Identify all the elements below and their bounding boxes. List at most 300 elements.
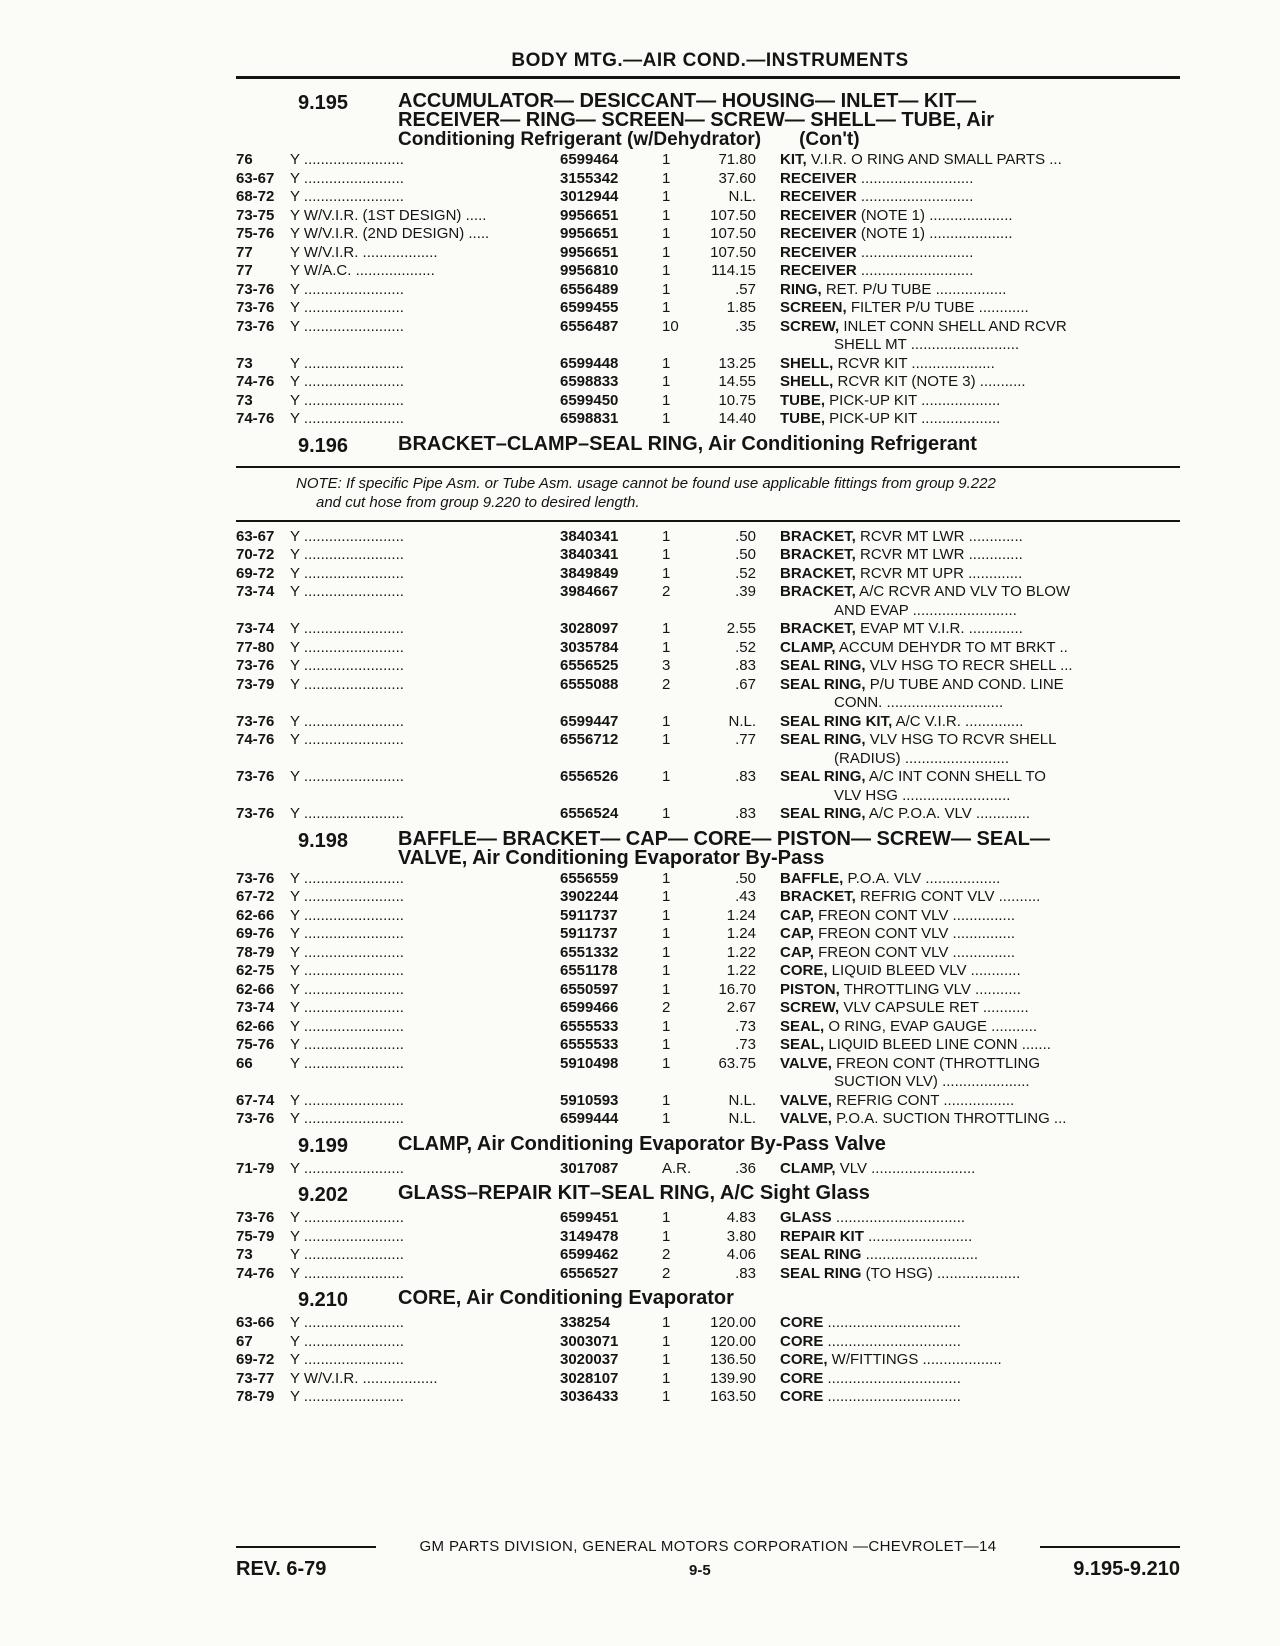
application: Y ........................ bbox=[290, 731, 404, 748]
part-description bbox=[780, 1018, 1180, 1037]
part-description bbox=[780, 768, 1180, 787]
part-name: BRACKET, bbox=[780, 527, 856, 545]
price: .50 bbox=[735, 869, 756, 887]
quantity: 3 bbox=[662, 657, 671, 674]
part-detail: ................................ bbox=[823, 1369, 961, 1387]
model-years: 73-76 bbox=[236, 317, 275, 335]
price: 16.70 bbox=[718, 980, 756, 998]
price: 71.80 bbox=[718, 151, 756, 168]
application: Y ........................ bbox=[290, 188, 404, 205]
application: Y ........................ bbox=[290, 151, 404, 168]
part-description bbox=[780, 1228, 1180, 1247]
price: .83 bbox=[735, 768, 756, 785]
application: Y ........................ bbox=[290, 805, 404, 822]
part-number: 9956651 bbox=[560, 225, 619, 242]
part-detail: P.O.A. VLV .................. bbox=[843, 869, 1001, 887]
price: .73 bbox=[735, 1017, 756, 1035]
footer-group-range: 9.195-9.210 bbox=[1073, 1558, 1180, 1580]
application: Y ........................ bbox=[290, 906, 404, 924]
part-detail: (NOTE 1) .................... bbox=[856, 206, 1013, 224]
part-number: 6598833 bbox=[560, 373, 619, 390]
part-row bbox=[236, 355, 1180, 374]
part-row bbox=[236, 1110, 1180, 1129]
part-number: 3036433 bbox=[560, 1388, 619, 1405]
application: Y ........................ bbox=[290, 869, 404, 887]
part-description bbox=[780, 731, 1180, 750]
quantity: 2 bbox=[662, 583, 671, 600]
part-number: 6555533 bbox=[560, 1017, 619, 1035]
price: 3.80 bbox=[726, 1227, 756, 1245]
quantity: 10 bbox=[662, 317, 679, 335]
section-title-line: CLAMP, Air Conditioning Evaporator By-Pass Valve bbox=[398, 1132, 886, 1155]
part-name: SHELL, bbox=[780, 354, 834, 372]
model-years: 73-75 bbox=[236, 206, 275, 224]
note-line: NOTE: If specific Pipe Asm. or Tube Asm. usage cannot be found use applicable fittings from group 9.222 bbox=[296, 474, 996, 492]
section-note bbox=[236, 474, 1180, 512]
section-title bbox=[398, 1132, 1180, 1158]
part-description bbox=[780, 262, 1180, 281]
part-number: 6599464 bbox=[560, 151, 619, 168]
part-number: 3028097 bbox=[560, 620, 619, 637]
part-description bbox=[780, 244, 1180, 263]
quantity: 1 bbox=[662, 243, 671, 261]
part-detail: THROTTLING VLV ........... bbox=[839, 980, 1021, 998]
price: 1.22 bbox=[726, 962, 756, 979]
part-name: KIT, bbox=[780, 151, 807, 168]
model-years: 63-67 bbox=[236, 527, 275, 545]
part-row bbox=[236, 768, 1180, 787]
part-detail: ......................... bbox=[863, 1227, 973, 1245]
quantity: 1 bbox=[662, 620, 671, 637]
quantity: 1 bbox=[662, 888, 671, 905]
part-detail: RCVR MT LWR ............. bbox=[855, 527, 1023, 545]
part-row bbox=[236, 373, 1180, 392]
part-name: BRACKET, bbox=[780, 620, 856, 637]
section-title bbox=[398, 432, 1180, 458]
model-years: 73 bbox=[236, 354, 253, 372]
quantity: 1 bbox=[662, 1314, 671, 1331]
application: Y ........................ bbox=[290, 1110, 404, 1127]
part-detail: VLV HSG TO RCVR SHELL bbox=[865, 731, 1057, 748]
price: .83 bbox=[735, 1264, 756, 1282]
price: 163.50 bbox=[710, 1388, 756, 1405]
part-name: RECEIVER bbox=[780, 188, 857, 205]
part-description bbox=[780, 870, 1180, 889]
part-description bbox=[780, 207, 1180, 226]
quantity: 2 bbox=[662, 999, 671, 1016]
part-description bbox=[780, 546, 1180, 565]
part-row bbox=[236, 170, 1180, 189]
part-row bbox=[236, 888, 1180, 907]
part-number: 6599455 bbox=[560, 299, 619, 316]
application: Y ........................ bbox=[290, 999, 404, 1016]
quantity: 1 bbox=[662, 1388, 671, 1405]
part-number: 3149478 bbox=[560, 1227, 619, 1245]
part-name: CORE bbox=[780, 1369, 824, 1387]
section-title-line: CORE, Air Conditioning Evaporator bbox=[398, 1287, 734, 1309]
model-years: 69-76 bbox=[236, 925, 275, 942]
application: Y ........................ bbox=[290, 638, 404, 656]
part-row bbox=[236, 657, 1180, 676]
quantity: 1 bbox=[662, 280, 671, 298]
part-name: SEAL RING bbox=[780, 1264, 862, 1282]
part-description bbox=[780, 1160, 1180, 1179]
part-description bbox=[780, 805, 1180, 824]
part-row bbox=[236, 944, 1180, 963]
section-title-line: RECEIVER— RING— SCREEN— SCREW— SHELL— TUBE, Air bbox=[398, 109, 994, 131]
application: Y ........................ bbox=[290, 1246, 404, 1263]
part-description bbox=[780, 318, 1180, 337]
price: 107.50 bbox=[710, 206, 756, 224]
application: Y ........................ bbox=[290, 1054, 404, 1072]
section-continued: (Con't) bbox=[799, 129, 860, 150]
quantity: 1 bbox=[662, 943, 671, 961]
price: N.L. bbox=[728, 188, 756, 205]
part-name: BRACKET, bbox=[780, 583, 856, 600]
part-row bbox=[236, 999, 1180, 1018]
part-name: CLAMP, bbox=[780, 1159, 836, 1177]
part-row bbox=[236, 1036, 1180, 1055]
part-description bbox=[780, 1333, 1180, 1352]
application: Y ........................ bbox=[290, 280, 404, 298]
model-years: 73-76 bbox=[236, 1209, 275, 1226]
part-detail: EVAP MT V.I.R. ............. bbox=[855, 620, 1023, 637]
part-row bbox=[236, 805, 1180, 824]
part-number: 6555533 bbox=[560, 1036, 619, 1053]
section-title bbox=[398, 1184, 1180, 1207]
part-detail: RCVR MT UPR ............. bbox=[855, 564, 1023, 582]
part-description bbox=[780, 373, 1180, 392]
part-row bbox=[236, 151, 1180, 170]
part-detail: P.O.A. SUCTION THROTTLING ... bbox=[831, 1110, 1067, 1127]
part-name: CAP, bbox=[780, 925, 814, 942]
part-detail: ACCUM DEHYDR TO MT BRKT .. bbox=[835, 638, 1068, 656]
part-number: 3017087 bbox=[560, 1159, 619, 1177]
part-description bbox=[780, 410, 1180, 429]
part-detail: A/C INT CONN SHELL TO bbox=[865, 768, 1046, 785]
part-number: 6599466 bbox=[560, 999, 619, 1016]
application: Y ........................ bbox=[290, 1209, 404, 1226]
footer-rule-left bbox=[236, 1546, 376, 1548]
part-name: SEAL RING, bbox=[780, 675, 866, 693]
part-description bbox=[780, 1055, 1180, 1074]
price: 1.85 bbox=[726, 299, 756, 316]
price: 37.60 bbox=[718, 169, 756, 187]
part-description bbox=[780, 981, 1180, 1000]
part-description bbox=[780, 1388, 1180, 1407]
footer-revision: REV. 6-79 bbox=[236, 1558, 327, 1580]
part-detail: A/C RCVR AND VLV TO BLOW bbox=[855, 583, 1071, 600]
section-number: 9.196 bbox=[298, 434, 349, 457]
model-years: 75-79 bbox=[236, 1227, 275, 1245]
model-years: 69-72 bbox=[236, 564, 275, 582]
part-description bbox=[780, 583, 1180, 602]
model-years: 73 bbox=[236, 1246, 253, 1263]
part-description-continued: SHELL MT .......................... bbox=[834, 336, 1020, 353]
part-number: 6551332 bbox=[560, 943, 619, 961]
model-years: 67-74 bbox=[236, 1091, 275, 1109]
part-name: SEAL, bbox=[780, 1036, 825, 1053]
quantity: 2 bbox=[662, 675, 671, 693]
part-name: CAP, bbox=[780, 906, 814, 924]
part-row bbox=[236, 1265, 1180, 1284]
application: Y ........................ bbox=[290, 391, 404, 409]
part-name: SCREW, bbox=[780, 317, 840, 335]
part-number: 6556559 bbox=[560, 869, 619, 887]
part-number: 3035784 bbox=[560, 638, 619, 656]
quantity: 1 bbox=[662, 1017, 671, 1035]
part-detail: RET. P/U TUBE ................. bbox=[821, 280, 1007, 298]
model-years: 67 bbox=[236, 1332, 253, 1350]
part-number: 3012944 bbox=[560, 188, 619, 205]
price: 14.40 bbox=[718, 410, 756, 427]
price: 13.25 bbox=[718, 354, 756, 372]
part-name: CAP, bbox=[780, 943, 814, 961]
quantity: 1 bbox=[662, 712, 671, 730]
model-years: 73-76 bbox=[236, 657, 275, 674]
price: N.L. bbox=[728, 1110, 756, 1127]
quantity: 1 bbox=[662, 980, 671, 998]
section-number: 9.199 bbox=[298, 1134, 349, 1157]
footer-rule-right bbox=[1040, 1546, 1180, 1548]
application: Y ........................ bbox=[290, 583, 404, 600]
part-number: 6556524 bbox=[560, 805, 619, 822]
part-detail: ................................ bbox=[823, 1332, 961, 1350]
quantity: 1 bbox=[662, 1351, 671, 1368]
part-detail: (TO HSG) .................... bbox=[861, 1264, 1021, 1282]
part-name: REPAIR KIT bbox=[780, 1227, 864, 1245]
part-name: VALVE, bbox=[780, 1091, 832, 1109]
part-row bbox=[236, 528, 1180, 547]
part-row bbox=[236, 1209, 1180, 1228]
quantity: 1 bbox=[662, 262, 671, 279]
part-row bbox=[236, 1246, 1180, 1265]
model-years: 63-66 bbox=[236, 1314, 275, 1331]
part-number: 6556526 bbox=[560, 768, 619, 785]
part-description bbox=[780, 1036, 1180, 1055]
part-number: 6556527 bbox=[560, 1264, 619, 1282]
part-description-continued: CONN. ............................ bbox=[834, 694, 1004, 711]
price: 4.06 bbox=[726, 1246, 756, 1263]
part-detail: FREON CONT VLV ............... bbox=[813, 906, 1016, 924]
price: .73 bbox=[735, 1036, 756, 1053]
part-detail: ........................... bbox=[856, 262, 974, 279]
part-description bbox=[780, 281, 1180, 300]
part-number: 6599451 bbox=[560, 1209, 619, 1226]
application: Y ........................ bbox=[290, 768, 404, 785]
part-row bbox=[236, 281, 1180, 300]
model-years: 62-75 bbox=[236, 962, 275, 979]
model-years: 73-74 bbox=[236, 999, 275, 1016]
part-description bbox=[780, 620, 1180, 639]
part-number: 6599447 bbox=[560, 712, 619, 730]
quantity: 1 bbox=[662, 1110, 671, 1127]
application: Y ........................ bbox=[290, 354, 404, 372]
quantity: 1 bbox=[662, 869, 671, 887]
part-name: CORE, bbox=[780, 1351, 828, 1368]
part-number: 3155342 bbox=[560, 169, 619, 187]
quantity: 1 bbox=[662, 1369, 671, 1387]
part-name: RECEIVER bbox=[780, 225, 857, 242]
part-detail: LIQUID BLEED VLV ............ bbox=[827, 962, 1021, 979]
part-description bbox=[780, 639, 1180, 658]
part-name: SEAL RING KIT, bbox=[780, 712, 893, 730]
price: .36 bbox=[735, 1159, 756, 1177]
page-title: BODY MTG.—AIR COND.—INSTRUMENTS bbox=[511, 50, 909, 71]
part-detail: V.I.R. O RING AND SMALL PARTS ... bbox=[806, 151, 1062, 168]
part-description bbox=[780, 170, 1180, 189]
part-detail: ............................... bbox=[831, 1209, 966, 1226]
part-name: RING, bbox=[780, 280, 822, 298]
quantity: 1 bbox=[662, 225, 671, 242]
footer-division-line bbox=[236, 1538, 1180, 1555]
price: 2.67 bbox=[726, 999, 756, 1016]
part-number: 6598831 bbox=[560, 410, 619, 427]
application: Y ........................ bbox=[290, 373, 404, 390]
model-years: 73-76 bbox=[236, 299, 275, 316]
part-row bbox=[236, 410, 1180, 429]
part-name: SCREEN, bbox=[780, 299, 847, 316]
part-name: SCREW, bbox=[780, 999, 840, 1016]
part-row bbox=[236, 620, 1180, 639]
model-years: 74-76 bbox=[236, 373, 275, 390]
part-row bbox=[236, 1018, 1180, 1037]
model-years: 71-79 bbox=[236, 1159, 275, 1177]
model-years: 73-74 bbox=[236, 583, 275, 600]
application: Y ........................ bbox=[290, 1332, 404, 1350]
part-detail: INLET CONN SHELL AND RCVR bbox=[839, 317, 1067, 335]
part-row bbox=[236, 676, 1180, 695]
application: Y ........................ bbox=[290, 888, 404, 905]
part-row bbox=[236, 981, 1180, 1000]
part-number: 3984667 bbox=[560, 583, 619, 600]
model-years: 73-76 bbox=[236, 768, 275, 785]
part-detail: REFRIG CONT ................. bbox=[831, 1091, 1015, 1109]
application: Y ........................ bbox=[290, 657, 404, 674]
part-detail: FILTER P/U TUBE ............ bbox=[846, 299, 1029, 316]
part-name: VALVE, bbox=[780, 1110, 832, 1127]
application: Y W/V.I.R. .................. bbox=[290, 243, 438, 261]
quantity: A.R. bbox=[662, 1159, 692, 1177]
part-description bbox=[780, 188, 1180, 207]
quantity: 1 bbox=[662, 151, 671, 168]
part-description bbox=[780, 151, 1180, 170]
part-row bbox=[236, 962, 1180, 981]
model-years: 68-72 bbox=[236, 188, 275, 205]
quantity: 1 bbox=[662, 527, 671, 545]
part-number: 3028107 bbox=[560, 1369, 619, 1387]
application: Y W/V.I.R. (1ST DESIGN) ..... bbox=[290, 206, 487, 224]
parts-catalog-content bbox=[236, 82, 1180, 1407]
model-years: 75-76 bbox=[236, 225, 275, 242]
part-row bbox=[236, 1388, 1180, 1407]
part-description bbox=[780, 713, 1180, 732]
part-name: TUBE, bbox=[780, 391, 825, 409]
price: 120.00 bbox=[710, 1332, 756, 1350]
part-detail: FREON CONT (THROTTLING bbox=[831, 1054, 1041, 1072]
part-description-continued: AND EVAP ......................... bbox=[834, 601, 1017, 619]
quantity: 1 bbox=[662, 1054, 671, 1072]
application: Y ........................ bbox=[290, 564, 404, 582]
part-name: CORE bbox=[780, 1332, 824, 1350]
quantity: 1 bbox=[662, 805, 671, 822]
part-detail: W/FITTINGS ................... bbox=[827, 1351, 1002, 1368]
model-years: 73-74 bbox=[236, 620, 275, 637]
part-name: SEAL, bbox=[780, 1017, 825, 1035]
quantity: 1 bbox=[662, 564, 671, 582]
price: .83 bbox=[735, 805, 756, 822]
part-detail: RCVR KIT .................... bbox=[833, 354, 995, 372]
part-row bbox=[236, 1092, 1180, 1111]
model-years: 74-76 bbox=[236, 410, 275, 427]
section-header bbox=[236, 432, 1180, 458]
part-description bbox=[780, 355, 1180, 374]
part-detail: P/U TUBE AND COND. LINE bbox=[865, 675, 1064, 693]
quantity: 2 bbox=[662, 1264, 671, 1282]
part-description bbox=[780, 1246, 1180, 1265]
part-detail: VLV ......................... bbox=[835, 1159, 976, 1177]
part-name: SEAL RING, bbox=[780, 731, 866, 748]
application: Y ........................ bbox=[290, 980, 404, 998]
part-name: CORE bbox=[780, 1314, 824, 1331]
application: Y ........................ bbox=[290, 925, 404, 942]
model-years: 66 bbox=[236, 1054, 253, 1072]
price: 107.50 bbox=[710, 225, 756, 242]
part-detail: O RING, EVAP GAUGE ........... bbox=[824, 1017, 1038, 1035]
part-detail: LIQUID BLEED LINE CONN ....... bbox=[824, 1036, 1051, 1053]
price: N.L. bbox=[728, 1091, 756, 1109]
part-description bbox=[780, 1265, 1180, 1284]
price: .43 bbox=[735, 888, 756, 905]
part-description bbox=[780, 299, 1180, 318]
quantity: 1 bbox=[662, 925, 671, 942]
model-years: 62-66 bbox=[236, 1017, 275, 1035]
quantity: 1 bbox=[662, 962, 671, 979]
part-description bbox=[780, 1209, 1180, 1228]
part-detail: REFRIG CONT VLV .......... bbox=[855, 888, 1041, 905]
part-number: 3902244 bbox=[560, 888, 619, 905]
application: Y ........................ bbox=[290, 943, 404, 961]
part-number: 6550597 bbox=[560, 980, 619, 998]
model-years: 73-76 bbox=[236, 805, 275, 822]
price: 1.24 bbox=[726, 925, 756, 942]
section-header bbox=[236, 92, 1180, 149]
part-description bbox=[780, 392, 1180, 411]
price: .57 bbox=[735, 280, 756, 298]
quantity: 1 bbox=[662, 768, 671, 785]
part-description bbox=[780, 1370, 1180, 1389]
part-number: 6555088 bbox=[560, 675, 619, 693]
part-number: 5910593 bbox=[560, 1091, 619, 1109]
part-name: SEAL RING, bbox=[780, 768, 866, 785]
part-number: 3849849 bbox=[560, 564, 619, 582]
model-years: 69-72 bbox=[236, 1351, 275, 1368]
quantity: 1 bbox=[662, 1036, 671, 1053]
part-name: PISTON, bbox=[780, 980, 840, 998]
price: 2.55 bbox=[726, 620, 756, 637]
application: Y ........................ bbox=[290, 169, 404, 187]
section-number: 9.210 bbox=[298, 1289, 349, 1311]
part-description-continued: SUCTION VLV) ..................... bbox=[834, 1073, 1030, 1090]
model-years: 73-76 bbox=[236, 869, 275, 887]
quantity: 1 bbox=[662, 1332, 671, 1350]
part-number: 6556525 bbox=[560, 657, 619, 674]
price: .67 bbox=[735, 675, 756, 693]
part-name: CLAMP, bbox=[780, 638, 836, 656]
part-detail: RCVR MT LWR ............. bbox=[855, 546, 1023, 563]
application: Y ........................ bbox=[290, 1036, 404, 1053]
part-description bbox=[780, 962, 1180, 981]
